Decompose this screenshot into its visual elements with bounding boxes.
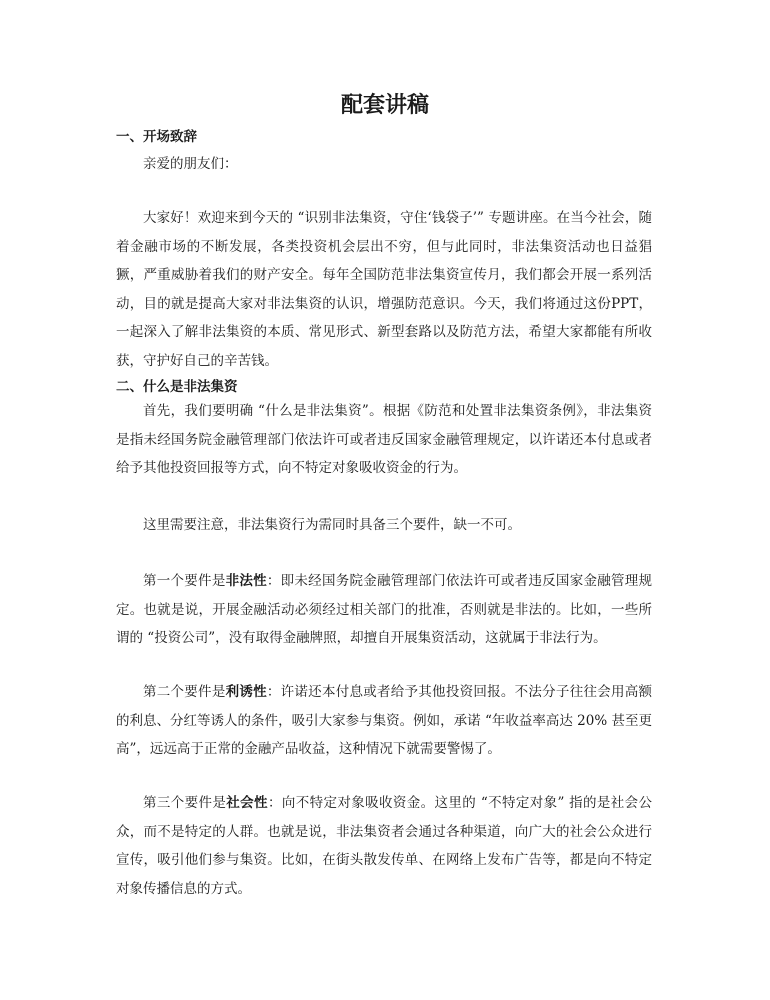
requirement-illegality-paragraph [116,567,652,653]
requirement-term-illegality: 非法性 [225,573,267,589]
intro-paragraph: 大家好！欢迎来到今天的 “识别非法集资，守住‘钱袋子’” 专题讲座。在当今社会，随着金融市场的不断发展，各类投资机会层出不穷，但与此同时，非法集资活动也日益猖獗，严重威胁着我们的财产安全。每年全国防范非法集资宣传月，我们都会开展一系列活动，目的就是提高大家对非法集资的认识，增强防范意识。今天，我们将通过这份PPT，一起深入了解非法集资的本质、常见形式、新型套路以及防范方法，希望大家都能有所收获，守护好自己的辛苦钱。 [116,210,652,369]
requirement-term-publicity: 社会性 [226,795,268,811]
requirement-body: ：即未经国务院金融管理部门依法许可或者违反国家金融管理规定。也就是说，开展金融活动必须经过相关部门的批准，否则就是非法的。比如，一些所谓的 “投资公司”，没有取得金融牌照，却擅自开展集资活动，这就属于非法行为。 [116,573,653,647]
section-heading-definition: 二、什么是非法集资 [116,379,238,395]
definition-paragraph: 首先，我们要明确 “什么是非法集资”。根据《防范和处置非法集资条例》，非法集资是指未经国务院金融管理部门依法许可或者违反国家金融管理规定，以许诺还本付息或者给予其他投资回报等方式，向不特定对象吸收资金的行为。 [116,403,652,477]
requirement-publicity-paragraph [116,789,652,903]
requirement-body: ：向不特定对象吸收资金。这里的 “不特定对象” 指的是社会公众，而不是特定的人群。也就是说，非法集资者会通过各种渠道，向广大的社会公众进行宣传，吸引他们参与集资。比如，在街头散发传单、在网络上发布广告等，都是向不特定对象传播信息的方式。 [116,795,653,897]
requirement-body: ：许诺还本付息或者给予其他投资回报。不法分子往往会用高额的利息、分红等诱人的条件，吸引大家参与集资。例如，承诺 “年收益率高达 20% 甚至更高”，远远高于正常的金融产品收益，这种情况下就需要警惕了。 [116,684,653,758]
requirement-inducement-paragraph [116,678,652,764]
requirement-prefix: 第三个要件是 [143,795,227,811]
requirement-term-inducement: 利诱性 [225,684,267,700]
requirement-prefix: 第二个要件是 [143,684,226,700]
requirements-note-paragraph: 这里需要注意，非法集资行为需同时具备三个要件，缺一不可。 [143,517,521,533]
requirement-prefix: 第一个要件是 [143,573,226,589]
section-heading-opening: 一、开场致辞 [116,129,197,145]
page-title: 配套讲稿 [340,92,429,118]
greeting-paragraph: 亲爱的朋友们： [143,156,238,172]
